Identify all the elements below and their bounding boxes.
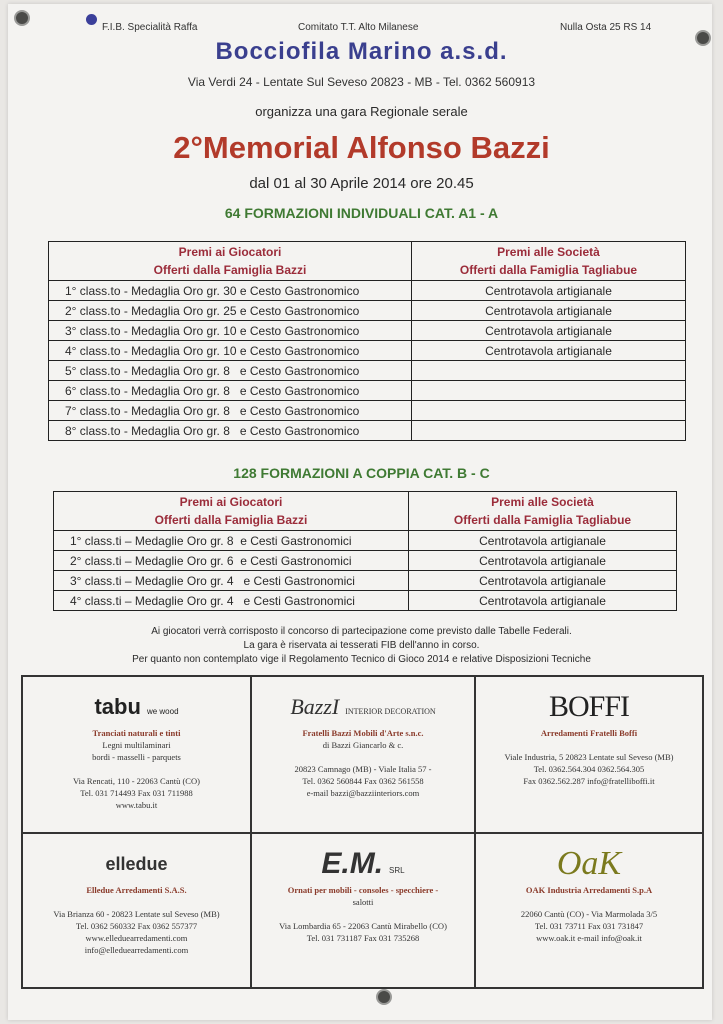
sponsor-line: e-mail bazzi@bazziinteriors.com [306, 788, 420, 798]
club-prize-cell: Centrotavola artigianale [412, 281, 686, 301]
sponsor-line [23, 896, 250, 908]
fib-logo-icon [86, 14, 97, 25]
sponsor-cell [251, 676, 475, 833]
sponsor-logo: tabu we wood [94, 694, 179, 719]
club-prize-cell [412, 421, 686, 441]
organizza-text: organizza una gara Regionale serale [255, 104, 468, 119]
table-row [49, 281, 686, 301]
sponsor-line: Tranciati naturali e tinti [92, 728, 181, 738]
prize-cell: 7° class.to - Medaglia Oro gr. 8 e Cesto Gastronomico [49, 401, 412, 421]
sponsor-line: di Bazzi Giancarlo & c. [322, 740, 404, 750]
sponsor-line: Tel. 031 73711 Fax 031 731847 [534, 921, 644, 931]
sponsor-line: Tel. 031 714493 Fax 031 711988 [80, 788, 193, 798]
sponsor-line [252, 751, 474, 763]
sponsors-grid [21, 675, 704, 989]
sponsor-line: salotti [352, 897, 374, 907]
header-center: Comitato T.T. Alto Milanese [298, 22, 419, 33]
prize-cell: 8° class.to - Medaglia Oro gr. 8 e Cesto Gastronomico [49, 421, 412, 441]
pin-hole [14, 10, 30, 26]
sponsor-line: www.elleduearredamenti.com [85, 933, 188, 943]
sponsor-line [252, 908, 474, 920]
sponsor-line: Fax 0362.562.287 info@fratelliboffi.it [523, 776, 655, 786]
prize-table-individual [48, 241, 686, 441]
section1-heading: 64 FORMAZIONI INDIVIDUALI CAT. A1 - A [224, 205, 499, 221]
sponsor-logo: BazzI INTERIOR DECORATION [290, 694, 436, 719]
prize-cell: 4° class.to - Medaglia Oro gr. 10 e Cesto Gastronomico [49, 341, 412, 361]
prize-table-couples [53, 491, 677, 611]
sponsor-line: 20823 Camnago (MB) - Viale Italia 57 - [294, 764, 432, 774]
table-row [54, 571, 677, 591]
sponsor-line: Tel. 0362 560844 Fax 0362 561558 [302, 776, 424, 786]
table-row [49, 421, 686, 441]
table-row [49, 341, 686, 361]
sponsor-line: Via Brianza 60 - 20823 Lentate sul Seveso (MB) [53, 909, 220, 919]
table-row [54, 591, 677, 611]
header-right: Nulla Osta 25 RS 14 [560, 22, 652, 33]
prize-cell: 3° class.ti – Medaglie Oro gr. 4 e Cesti Gastronomici [54, 571, 409, 591]
club-prize-cell: Centrotavola artigianale [409, 531, 677, 551]
event-title: 2°Memorial Alfonso Bazzi [173, 130, 550, 165]
sponsor-line: 22060 Cantù (CO) - Via Marmolada 3/5 [520, 909, 658, 919]
table-header-row [49, 242, 686, 281]
sponsor-line: bordi - masselli - parquets [92, 752, 181, 762]
sponsor-logo: OaK [556, 845, 622, 882]
table-row [49, 361, 686, 381]
sponsor-logo-sub: SRL [389, 866, 405, 875]
table-row [49, 401, 686, 421]
sponsor-logo-sub: INTERIOR DECORATION [345, 707, 436, 716]
table-row [49, 301, 686, 321]
sponsor-line [23, 763, 250, 775]
sponsor-line: www.oak.it e-mail info@oak.it [536, 933, 642, 943]
note-line: La gara è riservata ai tesserati FIB dell'anno in corso. [243, 640, 480, 651]
sponsor-line [476, 896, 702, 908]
prize-cell: 3° class.to - Medaglia Oro gr. 10 e Cesto Gastronomico [49, 321, 412, 341]
sponsor-line: Tel. 031 731187 Fax 031 735268 [306, 933, 420, 943]
sponsor-line: Fratelli Bazzi Mobili d'Arte s.n.c. [302, 728, 424, 738]
sponsor-line: Ornati per mobili - consoles - specchiere - [287, 885, 439, 895]
table-row [49, 381, 686, 401]
sponsor-cell [475, 833, 703, 988]
sponsor-cell [22, 833, 251, 988]
sponsor-line: Elledue Arredamenti S.A.S. [86, 885, 187, 895]
sponsor-line: Tel. 0362.564.304 0362.564.305 [533, 764, 645, 774]
prize-cell: 6° class.to - Medaglia Oro gr. 8 e Cesto Gastronomico [49, 381, 412, 401]
sponsor-line: www.tabu.it [115, 800, 158, 810]
sponsor-line [476, 739, 702, 751]
table-row [49, 321, 686, 341]
club-prize-cell: Centrotavola artigianale [412, 321, 686, 341]
prize-cell: 2° class.to - Medaglia Oro gr. 25 e Cesto Gastronomico [49, 301, 412, 321]
header-clubs: Premi alle Società Offerti dalla Famiglia Tagliabue [412, 242, 686, 281]
header-clubs: Premi alle Società Offerti dalla Famiglia Tagliabue [409, 492, 677, 531]
prize-cell: 4° class.ti – Medaglie Oro gr. 4 e Cesti Gastronomici [54, 591, 409, 611]
prize-cell: 5° class.to - Medaglia Oro gr. 8 e Cesto Gastronomico [49, 361, 412, 381]
sponsor-line: Viale Industria, 5 20823 Lentate sul Seveso (MB) [504, 752, 674, 762]
prize-cell: 2° class.ti – Medaglie Oro gr. 6 e Cesti Gastronomici [54, 551, 409, 571]
note-line: Per quanto non contemplato vige il Regolamento Tecnico di Gioco 2014 e relative Disposizioni Tecniche [132, 654, 591, 665]
club-prize-cell [412, 381, 686, 401]
notes [0, 625, 723, 667]
club-prize-cell: Centrotavola artigianale [409, 571, 677, 591]
sponsor-line: OAK Industria Arredamenti S.p.A [525, 885, 653, 895]
sponsor-cell [475, 676, 703, 833]
note-line: Ai giocatori verrà corrisposto il concorso di partecipazione come previsto dalle Tabelle Federali. [151, 626, 572, 637]
section2-heading: 128 FORMAZIONI A COPPIA CAT. B - C [233, 465, 490, 481]
table-header-row [54, 492, 677, 531]
sponsor-line: Via Lombardia 65 - 22063 Cantù Mirabello (CO) [279, 921, 447, 931]
club-prize-cell: Centrotavola artigianale [412, 301, 686, 321]
sponsor-logo: elledue [105, 854, 168, 874]
sponsor-line: Via Rencati, 110 - 22063 Cantù (CO) [73, 776, 200, 786]
sponsor-line: Arredamenti Fratelli Boffi [540, 728, 638, 738]
club-address: Via Verdi 24 - Lentate Sul Seveso 20823 - MB - Tel. 0362 560913 [187, 75, 536, 89]
event-dates: dal 01 al 30 Aprile 2014 ore 20.45 [249, 175, 474, 192]
club-name: Bocciofila Marino a.s.d. [215, 38, 508, 65]
pin-hole [376, 989, 392, 1005]
header-left: F.I.B. Specialità Raffa [102, 22, 198, 33]
prize-cell: 1° class.to - Medaglia Oro gr. 30 e Cesto Gastronomico [49, 281, 412, 301]
sponsor-cell [22, 676, 251, 833]
sponsor-logo: BOFFI [548, 690, 630, 723]
table-row [54, 551, 677, 571]
sponsor-cell [251, 833, 475, 988]
table-row [54, 531, 677, 551]
club-prize-cell [412, 361, 686, 381]
sponsor-line: Legni multilaminari [102, 740, 171, 750]
club-prize-cell [412, 401, 686, 421]
sponsor-logo: E.M. SRL [321, 847, 405, 880]
sponsor-line: Tel. 0362 560332 Fax 0362 557377 [75, 921, 198, 931]
header-players: Premi ai Giocatori Offerti dalla Famiglia Bazzi [54, 492, 409, 531]
sponsor-logo-sub: we wood [146, 707, 179, 716]
prize-cell: 1° class.ti – Medaglie Oro gr. 8 e Cesti Gastronomici [54, 531, 409, 551]
sponsor-line: info@elleduearredamenti.com [84, 945, 189, 955]
club-prize-cell: Centrotavola artigianale [412, 341, 686, 361]
club-prize-cell: Centrotavola artigianale [409, 591, 677, 611]
club-prize-cell: Centrotavola artigianale [409, 551, 677, 571]
header-players: Premi ai Giocatori Offerti dalla Famiglia Bazzi [49, 242, 412, 281]
